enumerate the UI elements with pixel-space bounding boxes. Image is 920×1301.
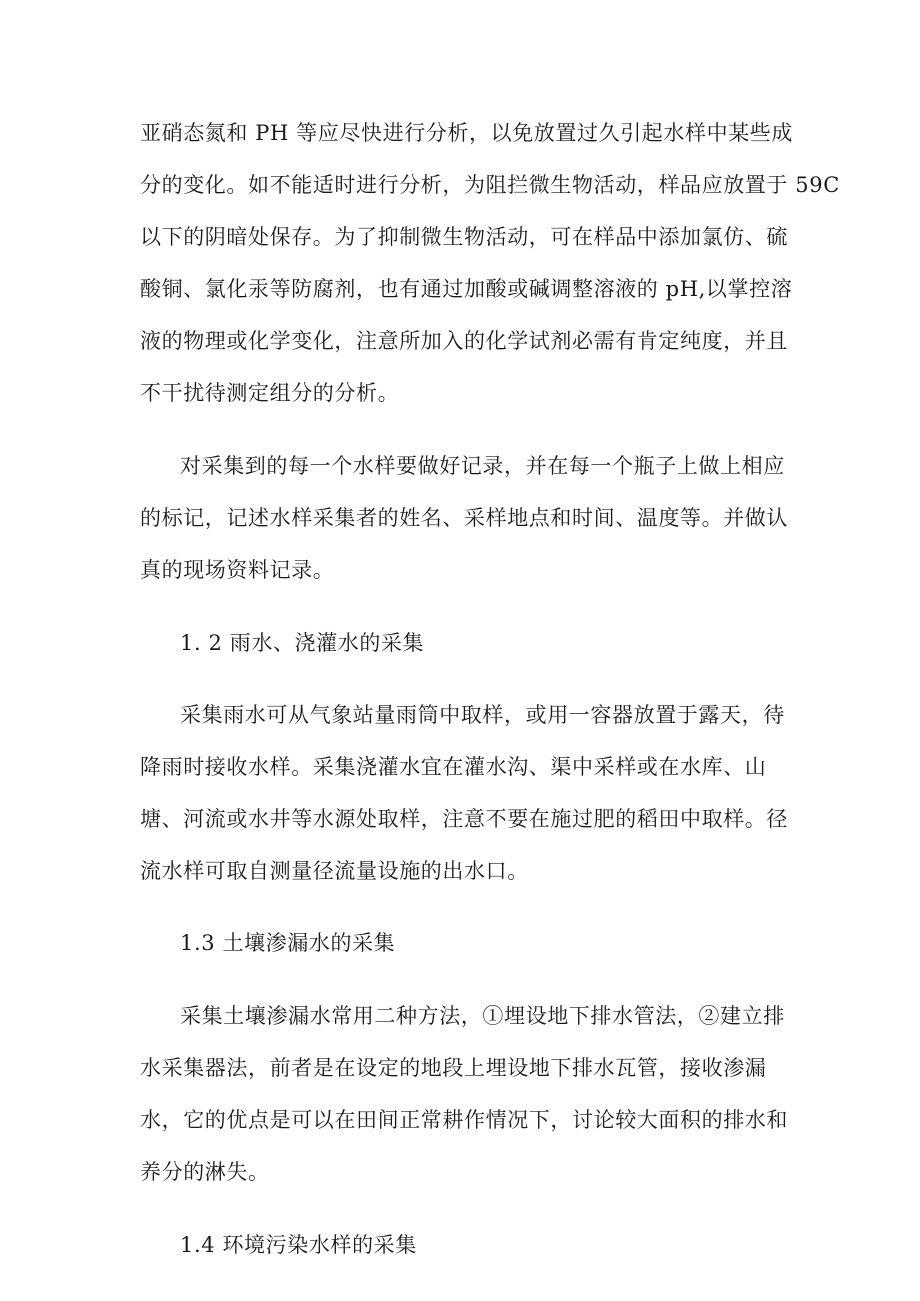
paragraph-4-line-3: 水，它的优点是可以在田间正常耕作情况下，讨论较大面积的排水和 <box>140 1108 788 1132</box>
paragraph-1-line-3: 以下的阴暗处保存。为了抑制微生物活动，可在样品中添加氯仿、硫 <box>140 225 788 249</box>
paragraph-3-line-1: 采集雨水可从气象站量雨筒中取样，或用一容器放置于露天，待 <box>180 703 785 727</box>
paragraph-3-line-2: 降雨时接收水样。采集浇灌水宜在灌水沟、渠中采样或在水库、山 <box>140 755 767 779</box>
paragraph-4-line-1: 采集土壤渗漏水常用二种方法，①埋设地下排水管法，②建立排 <box>180 1004 785 1028</box>
paragraph-4-line-4: 养分的淋失。 <box>140 1160 270 1184</box>
paragraph-1-line-4: 酸铜、氯化汞等防腐剂，也有通过加酸或碱调整溶液的 pH,以掌控溶 <box>140 277 793 301</box>
paragraph-2-line-1: 对采集到的每一个水样要做好记录，并在每一个瓶子上做上相应 <box>180 454 785 478</box>
section-heading-1-2: 1. 2 雨水、浇灌水的采集 <box>180 631 425 655</box>
paragraph-1-line-2: 分的变化。如不能适时进行分析，为阻拦微生物活动，样品应放置于 59C <box>140 173 840 197</box>
paragraph-3-line-4: 流水样可取自测量径流量设施的出水口。 <box>140 859 529 883</box>
paragraph-2-line-3: 真的现场资料记录。 <box>140 558 335 582</box>
paragraph-1-line-1: 亚硝态氮和 PH 等应尽快进行分析，以免放置过久引起水样中某些成 <box>140 121 793 145</box>
paragraph-1-line-6: 不干扰待测定组分的分析。 <box>140 381 400 405</box>
section-heading-1-3: 1.3 土壤渗漏水的采集 <box>180 931 396 955</box>
section-heading-1-4: 1.4 环境污染水样的采集 <box>180 1233 417 1257</box>
paragraph-1-line-5: 液的物理或化学变化，注意所加入的化学试剂必需有肯定纯度，并且 <box>140 329 788 353</box>
paragraph-4-line-2: 水采集器法，前者是在设定的地段上埋设地下排水瓦管，接收渗漏 <box>140 1056 767 1080</box>
paragraph-2-line-2: 的标记，记述水样采集者的姓名、采样地点和时间、温度等。并做认 <box>140 506 788 530</box>
paragraph-3-line-3: 塘、河流或水井等水源处取样，注意不要在施过肥的稻田中取样。径 <box>140 807 788 831</box>
